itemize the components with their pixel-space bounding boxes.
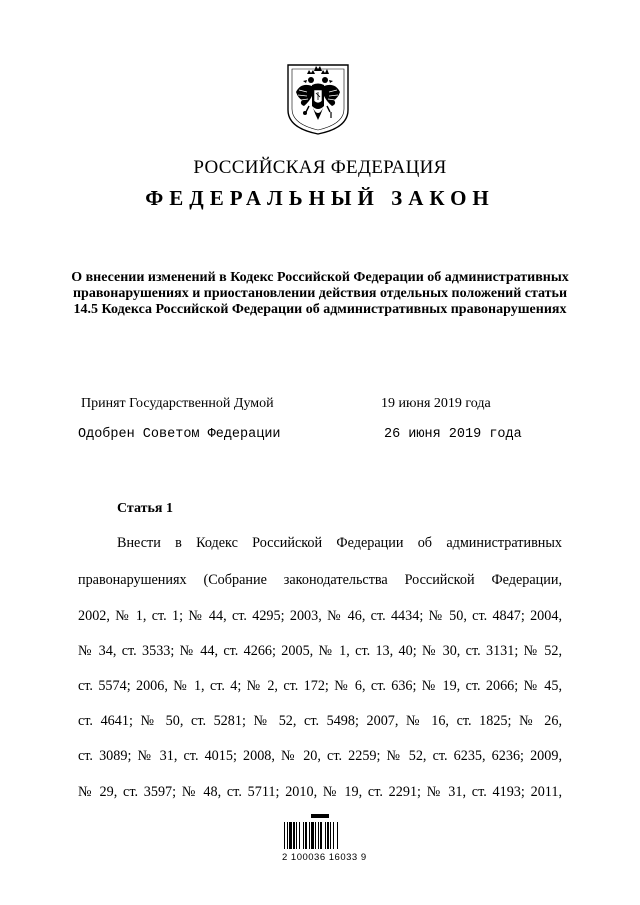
article-text-line: ст. 5574; 2006, № 1, ст. 4; № 2, ст. 172; № 6, ст. 636; № 19, ст. 2066; № 45, [78, 678, 562, 694]
country-heading: РОССИЙСКАЯ ФЕДЕРАЦИЯ [193, 157, 447, 178]
barcode [283, 812, 357, 850]
article-text-line: правонарушениях (Собрание законодательства Российской Федерации, [78, 572, 562, 588]
document-type-heading: ФЕДЕРАЛЬНЫЙ ЗАКОН [145, 186, 495, 210]
article-text-line: № 29, ст. 3597; № 48, ст. 5711; 2010, № 19, ст. 2291; № 31, ст. 4193; 2011, [78, 784, 562, 800]
article-text-line: ст. 3089; № 31, ст. 4015; 2008, № 20, ст. 2259; № 52, ст. 6235, 6236; 2009, [78, 748, 562, 764]
adopted-date: 19 июня 2019 года [381, 396, 491, 411]
law-title: О внесении изменений в Кодекс Российской Федерации об административных правонарушениях и приостановлении действия отдельных положений статьи 14.5 Кодекса Российской Федерации об административных правонарушениях [71, 270, 569, 317]
barcode-number: 2 100036 16033 9 [282, 852, 367, 863]
approved-date: 26 июня 2019 года [384, 427, 522, 442]
article-heading: Статья 1 [117, 501, 173, 516]
article-text-line: Внести в Кодекс Российской Федерации об административных [117, 535, 562, 551]
article-text-line: № 34, ст. 3533; № 44, ст. 4266; 2005, № 1, ст. 13, 40; № 30, ст. 3131; № 52, [78, 643, 562, 659]
article-text-line: 2002, № 1, ст. 1; № 44, ст. 4295; 2003, № 46, ст. 4434; № 50, ст. 4847; 2004, [78, 608, 562, 624]
approved-by-council-label: Одобрен Советом Федерации [78, 427, 281, 442]
article-text-line: ст. 4641; № 50, ст. 5281; № 52, ст. 5498; 2007, № 16, ст. 1825; № 26, [78, 713, 562, 729]
adopted-by-duma-label: Принят Государственной Думой [81, 396, 274, 411]
coat-of-arms-emblem [285, 62, 351, 136]
